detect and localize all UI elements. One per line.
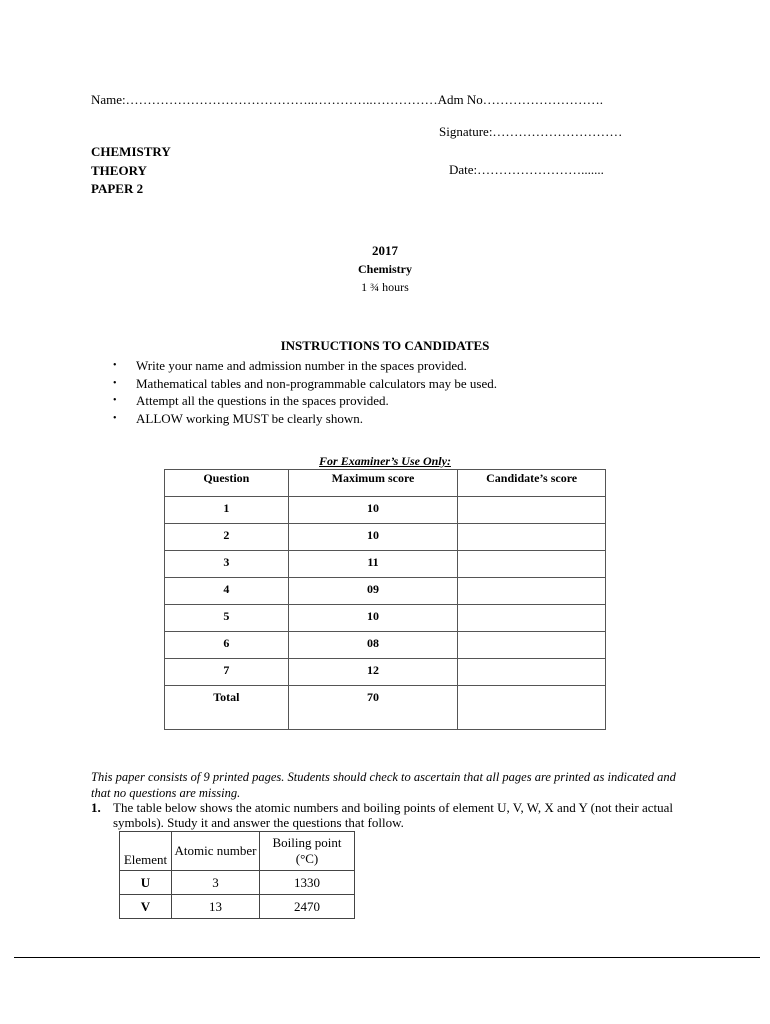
table-row — [165, 605, 606, 632]
total-candidate-score-cell — [458, 686, 606, 730]
boiling-point-cell: 2470 — [260, 895, 355, 919]
table-row — [165, 659, 606, 686]
question-number-cell: 7 — [165, 659, 289, 686]
column-header-max-score: Maximum score — [288, 470, 458, 497]
bullet-icon: • — [113, 377, 117, 389]
instruction-item — [113, 410, 497, 428]
question-number-cell: 3 — [165, 551, 289, 578]
max-score-cell: 08 — [288, 632, 458, 659]
boiling-point-cell: 1330 — [260, 871, 355, 895]
table-total-row — [165, 686, 606, 730]
element-cell: V — [120, 895, 172, 919]
table-header-row — [120, 832, 355, 871]
candidate-score-cell — [458, 551, 606, 578]
table-header-row — [165, 470, 606, 497]
table-row — [165, 632, 606, 659]
instruction-text: Attempt all the questions in the spaces provided. — [136, 393, 389, 408]
question-number-cell: 5 — [165, 605, 289, 632]
instruction-text: Write your name and admission number in the spaces provided. — [136, 358, 467, 373]
column-header-element: Element — [120, 832, 172, 871]
atomic-number-cell: 3 — [172, 871, 260, 895]
title-block — [0, 242, 770, 296]
table-row — [165, 524, 606, 551]
instruction-item — [113, 357, 497, 375]
subject-line: CHEMISTRY — [91, 144, 171, 159]
question-number: 1. — [91, 800, 101, 815]
element-cell: U — [120, 871, 172, 895]
examiner-table-caption: For Examiner’s Use Only: — [319, 454, 451, 468]
candidate-score-cell — [458, 497, 606, 524]
examiner-score-table — [164, 469, 606, 730]
candidate-score-cell — [458, 605, 606, 632]
max-score-cell: 10 — [288, 605, 458, 632]
instructions-list — [113, 357, 497, 427]
table-row — [120, 871, 355, 895]
bullet-icon: • — [113, 412, 117, 424]
instruction-text: ALLOW working MUST be clearly shown. — [136, 410, 363, 426]
question-number-cell: 6 — [165, 632, 289, 659]
signature-line: Signature:………………………… — [439, 124, 623, 139]
max-score-cell: 09 — [288, 578, 458, 605]
element-data-table — [119, 831, 355, 919]
question-text: The table below shows the atomic numbers and boiling points of element U, V, W, X and Y (not their actual symbols). Study it and answer the questions that follow. — [113, 800, 673, 830]
exam-subject: Chemistry — [358, 262, 412, 276]
table-row — [120, 895, 355, 919]
column-header-question: Question — [165, 470, 289, 497]
total-max-score-cell: 70 — [288, 686, 458, 730]
instruction-item — [113, 375, 497, 393]
max-score-cell: 10 — [288, 497, 458, 524]
question-number-cell: 4 — [165, 578, 289, 605]
bullet-icon: • — [113, 395, 117, 406]
max-score-cell: 10 — [288, 524, 458, 551]
candidate-score-cell — [458, 659, 606, 686]
exam-year: 2017 — [372, 243, 398, 258]
subject-line: PAPER 2 — [91, 181, 144, 196]
table-row — [165, 497, 606, 524]
column-header-boiling-point: Boiling point (°C) — [260, 832, 355, 871]
date-line: Date:……………………....... — [449, 162, 604, 177]
subject-line: THEORY — [91, 162, 147, 178]
column-header-candidate-score: Candidate’s score — [458, 470, 606, 497]
table-row — [165, 578, 606, 605]
instruction-item — [113, 392, 497, 410]
question-number-cell: 1 — [165, 497, 289, 524]
instructions-title: INSTRUCTIONS TO CANDIDATES — [280, 338, 490, 353]
atomic-number-cell: 13 — [172, 895, 260, 919]
column-header-atomic-number: Atomic number — [172, 832, 260, 871]
paper-identifier — [91, 143, 171, 199]
candidate-score-cell — [458, 578, 606, 605]
footer-divider — [14, 957, 760, 958]
max-score-cell: 12 — [288, 659, 458, 686]
candidate-score-cell — [458, 632, 606, 659]
max-score-cell: 11 — [288, 551, 458, 578]
candidate-score-cell — [458, 524, 606, 551]
table-row — [165, 551, 606, 578]
instruction-text: Mathematical tables and non-programmable calculators may be used. — [136, 375, 497, 391]
bullet-icon: • — [113, 360, 117, 371]
exam-duration: 1 ¾ hours — [361, 280, 409, 294]
name-admission-line: Name:……………………………………..…………..……………Adm No………………………. — [91, 92, 604, 107]
question-number-cell: 2 — [165, 524, 289, 551]
total-label-cell: Total — [165, 686, 289, 730]
pages-note: This paper consists of 9 printed pages. Students should check to ascertain that all pages are printed as indicated and that no questions are missing. — [91, 770, 676, 800]
